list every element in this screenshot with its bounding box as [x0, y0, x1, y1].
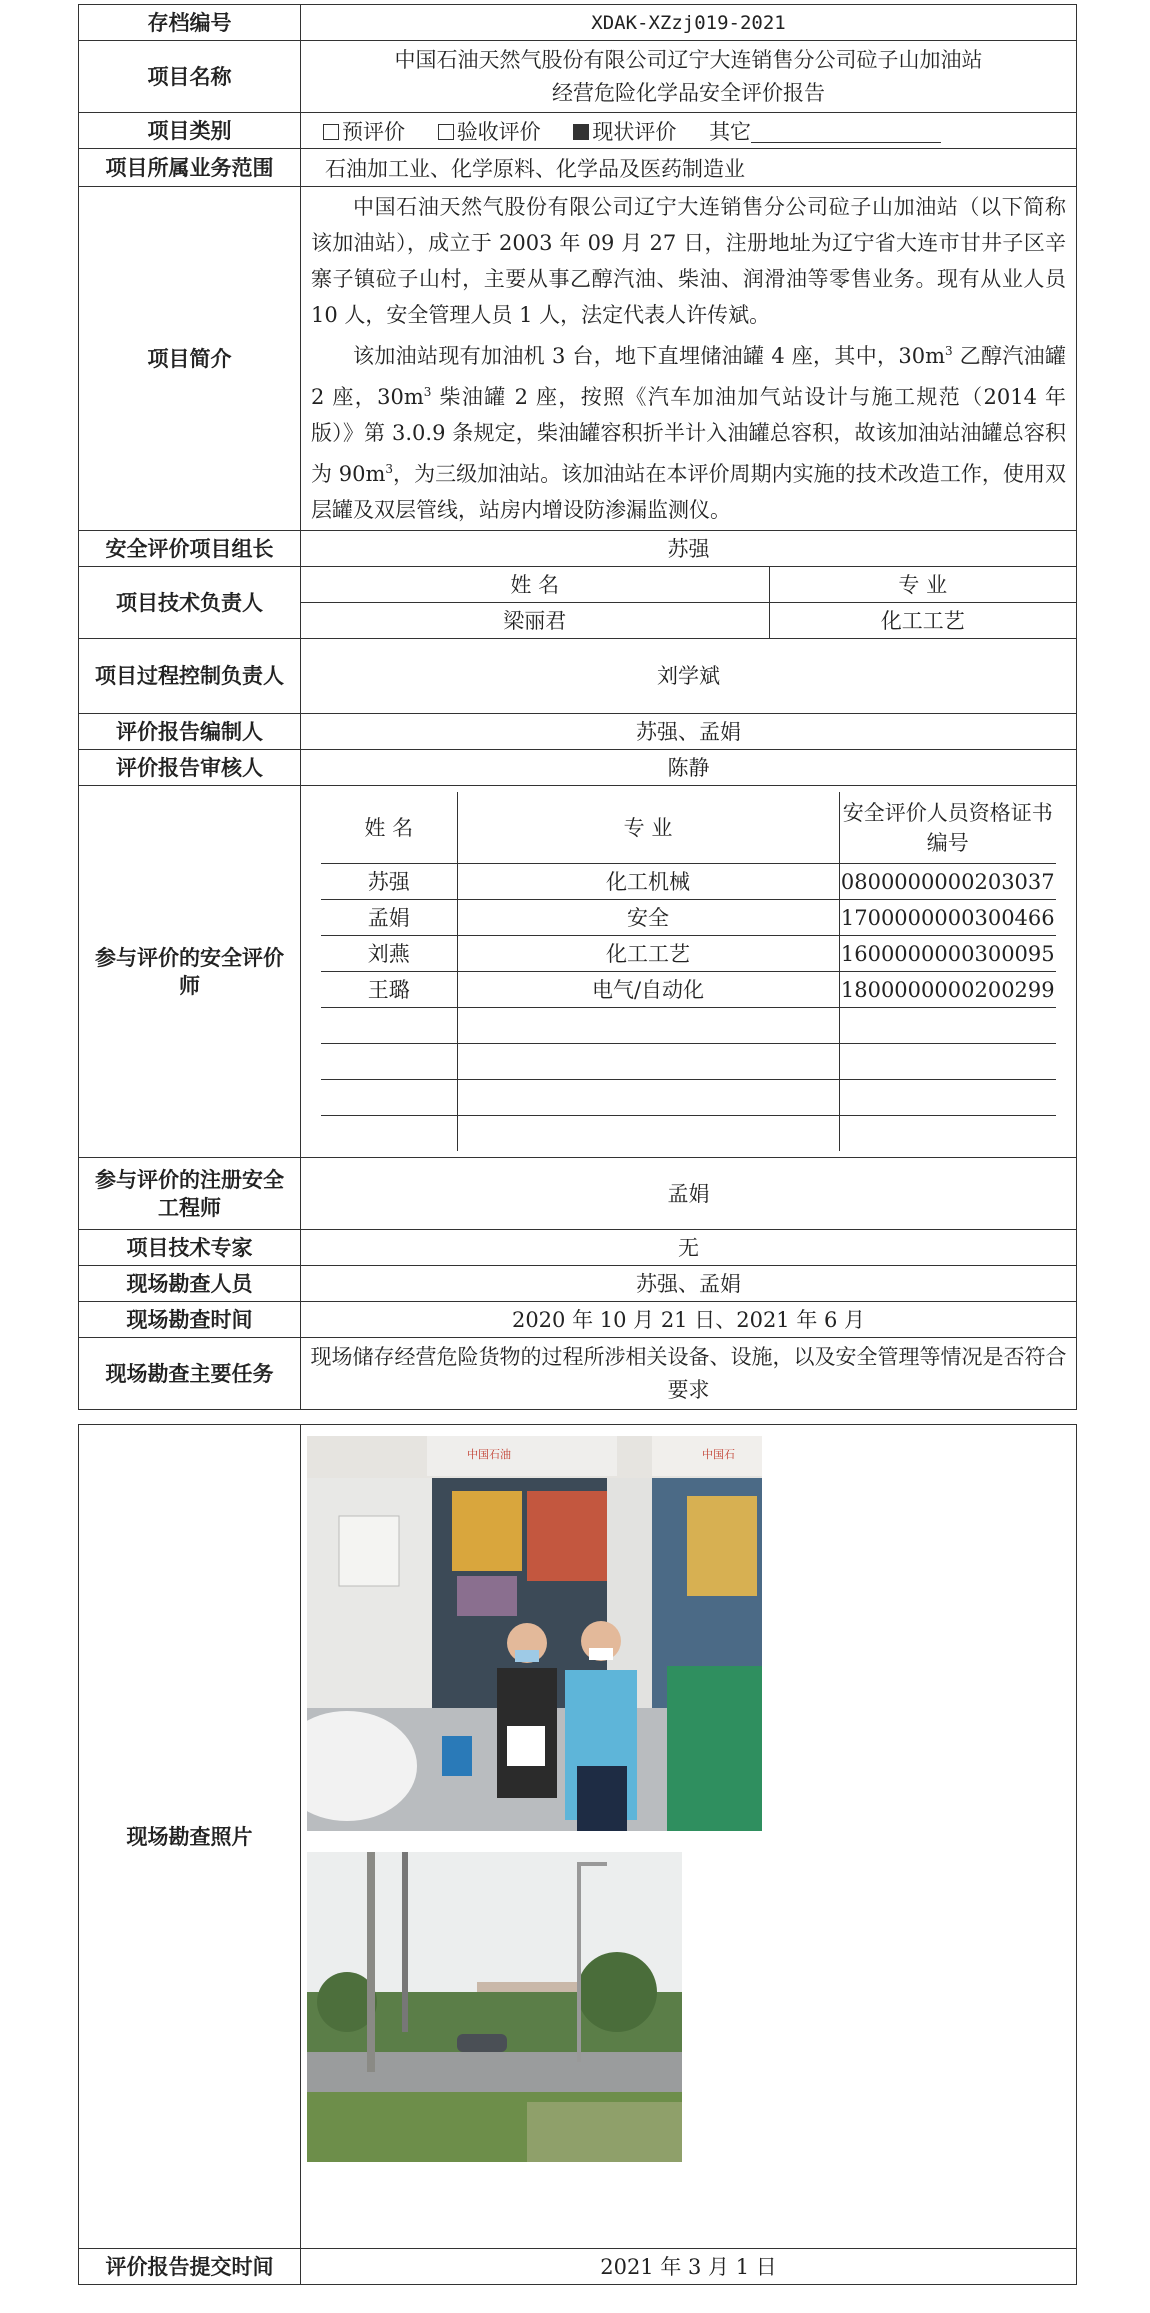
eval-cert: 1700000000300466	[839, 900, 1056, 936]
eval-major: 化工工艺	[457, 936, 839, 972]
process-lead-value: 刘学斌	[301, 639, 1077, 714]
project-name-line1: 中国石油天然气股份有限公司辽宁大连销售分公司砬子山加油站	[394, 47, 983, 72]
table-row	[321, 972, 1056, 1008]
evaluators-table	[321, 792, 1056, 1152]
empty-row	[321, 1116, 1056, 1152]
evaluators-cell	[301, 786, 1077, 1158]
survey-photo-roadside	[307, 1852, 682, 2162]
other-blank	[751, 122, 941, 143]
option-acceptance-eval: 验收评价	[456, 119, 541, 144]
table-row	[321, 936, 1056, 972]
reviewer-label: 评价报告审核人	[79, 750, 301, 786]
eval-cert: 1800000000200299	[839, 972, 1056, 1008]
survey-time-value: 2020 年 10 月 21 日、2021 年 6 月	[301, 1302, 1077, 1338]
checkbox-pre-eval[interactable]	[323, 124, 339, 140]
eval-name: 孟娟	[321, 900, 457, 936]
eval-major: 安全	[457, 900, 839, 936]
eval-name: 王璐	[321, 972, 457, 1008]
intro-paragraph-1: 中国石油天然气股份有限公司辽宁大连销售分公司砬子山加油站（以下简称该加油站），成立于 2003 年 09 月 27 日，注册地址为辽宁省大连市甘井子区辛寨子镇砬子山村，主要从事乙醇汽油、柴油、润滑油等零售业务。现有从业人员 10 人，安全管理人员 1 人，法定代表人许传斌。	[311, 195, 1066, 327]
info-table	[78, 4, 1077, 1410]
sign-text-1: 中国石油	[467, 1448, 511, 1461]
table-row	[321, 864, 1056, 900]
empty-row	[321, 1044, 1056, 1080]
project-type-label: 项目类别	[79, 113, 301, 149]
expert-value: 无	[301, 1230, 1077, 1266]
eval-major: 电气/自动化	[457, 972, 839, 1008]
option-other: 其它	[709, 119, 752, 144]
process-lead-label: 项目过程控制负责人	[79, 639, 301, 714]
tech-lead-name: 梁丽君	[301, 603, 769, 639]
reviewer-value: 陈静	[301, 750, 1077, 786]
eval-cert-header: 安全评价人员资格证书编号	[839, 792, 1056, 864]
project-name-value	[301, 41, 1077, 113]
tech-lead-label: 项目技术负责人	[79, 567, 301, 639]
survey-photo-staff	[307, 1436, 762, 1831]
business-scope-label: 项目所属业务范围	[79, 149, 301, 187]
eval-name: 苏强	[321, 864, 457, 900]
archive-value: XDAK-XZzj019-2021	[301, 5, 1077, 41]
survey-task-value: 现场储存经营危险货物的过程所涉相关设备、设施，以及安全管理等情况是否符合要求	[301, 1338, 1077, 1410]
project-type-options	[301, 113, 1077, 149]
photos-label: 现场勘查照片	[79, 1425, 301, 2249]
project-name-label: 项目名称	[79, 41, 301, 113]
checkbox-status-eval[interactable]	[573, 124, 589, 140]
survey-photo-roadside-image	[307, 1852, 682, 2162]
option-status-eval: 现状评价	[592, 119, 677, 144]
tech-lead-major: 化工工艺	[769, 603, 1076, 639]
eval-name: 刘燕	[321, 936, 457, 972]
submit-value: 2021 年 3 月 1 日	[301, 2249, 1077, 2285]
option-pre-eval: 预评价	[342, 119, 405, 144]
sign-text-2: 中国石	[702, 1448, 735, 1461]
survey-time-label: 现场勘查时间	[79, 1302, 301, 1338]
tech-lead-table	[301, 567, 1077, 639]
team-leader-label: 安全评价项目组长	[79, 531, 301, 567]
table-row	[321, 900, 1056, 936]
intro-label: 项目简介	[79, 187, 301, 531]
editor-value: 苏强、孟娟	[301, 714, 1077, 750]
submit-label: 评价报告提交时间	[79, 2249, 301, 2285]
eval-cert: 1600000000300095	[839, 936, 1056, 972]
survey-staff-value: 苏强、孟娟	[301, 1266, 1077, 1302]
team-leader-value: 苏强	[301, 531, 1077, 567]
reg-engineer-label: 参与评价的注册安全工程师	[79, 1158, 301, 1230]
reg-engineer-value: 孟娟	[301, 1158, 1077, 1230]
expert-label: 项目技术专家	[79, 1230, 301, 1266]
business-scope-value: 石油加工业、化学原料、化学品及医药制造业	[301, 149, 1077, 187]
eval-major: 化工机械	[457, 864, 839, 900]
survey-photo-staff-image	[307, 1436, 762, 1831]
eval-name-header: 姓 名	[321, 792, 457, 864]
editor-label: 评价报告编制人	[79, 714, 301, 750]
empty-row	[321, 1080, 1056, 1116]
intro-text	[301, 187, 1077, 531]
eval-cert: 0800000000203037	[839, 864, 1056, 900]
tech-lead-major-header: 专 业	[769, 567, 1076, 603]
archive-label: 存档编号	[79, 5, 301, 41]
survey-task-label: 现场勘查主要任务	[79, 1338, 301, 1410]
tech-lead-name-header: 姓 名	[301, 567, 769, 603]
empty-row	[321, 1008, 1056, 1044]
intro-paragraph-2: 该加油站现有加油机 3 台，地下直埋储油罐 4 座，其中，$30m^3$ 乙醇汽油罐 2 座，$30m^3$ 柴油罐 2 座，按照《汽车加油加气站设计与施工规范（2014 年版）》第 3.0.9 条规定，柴油罐容积折半计入油罐总容积，故该加油站油罐总容积为 $90m^3$，为三级加油站。该加油站在本评价周期内实施的技术改造工作，使用双层罐及双层管线，站房内增设防渗漏监测仪。	[311, 344, 1066, 522]
project-name-line2: 经营危险化学品安全评价报告	[552, 80, 825, 105]
survey-staff-label: 现场勘查人员	[79, 1266, 301, 1302]
evaluators-label: 参与评价的安全评价师	[79, 786, 301, 1158]
eval-major-header: 专 业	[457, 792, 839, 864]
checkbox-acceptance-eval[interactable]	[438, 124, 454, 140]
